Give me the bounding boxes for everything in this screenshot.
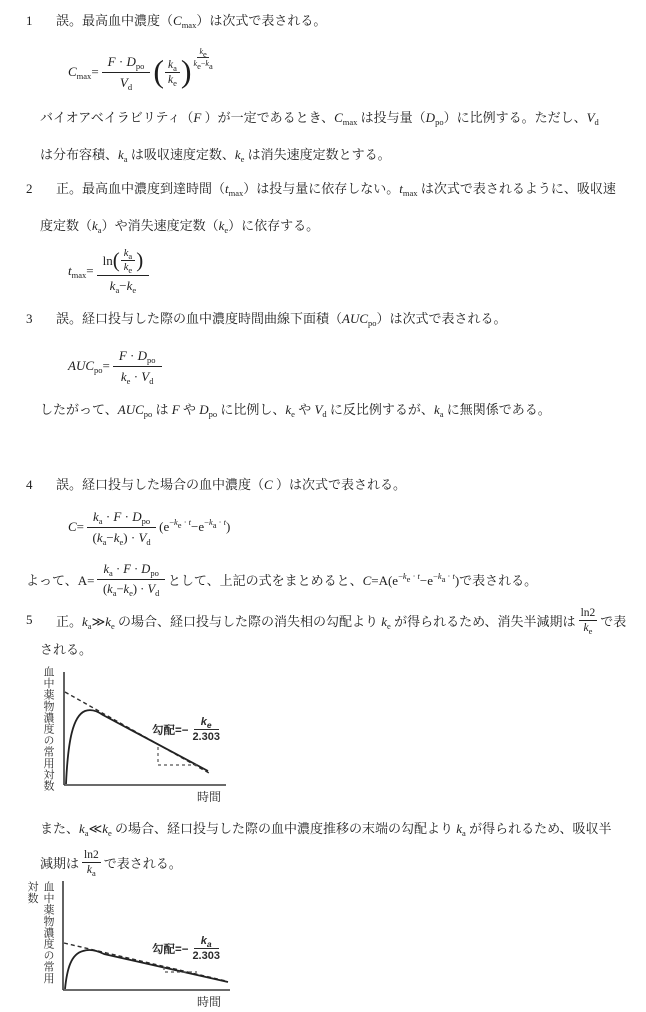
elimination-half-life-fraction: [579, 607, 598, 634]
formula-auc-lhs: $AUC_{po}=$: [68, 358, 110, 375]
open-paren: (: [112, 248, 120, 273]
item-1-number: 1: [26, 13, 33, 28]
graph-1-y-axis-label: 血中薬物濃度の常用対数: [42, 666, 54, 792]
flip-flop-paragraph-line-2: [40, 845, 646, 879]
graph-2-slope-annotation: [152, 935, 220, 962]
formula-cmax-lhs: $C_{max}=$: [68, 64, 99, 81]
formula-cmax: [68, 45, 646, 99]
item-3-paragraph: したがって、$AUC_{po}$ は F や $D_{po}$ に比例し、$k_e$ や $V_d$ に反比例するが、$k_a$ に無関係である。: [40, 402, 551, 419]
flip-flop-line-2-prefix: 減期は: [40, 855, 80, 871]
fraction-numerator: $k_a$: [165, 59, 180, 73]
fraction-numerator: $k_a \cdot F \cdot D_{po}$: [87, 509, 156, 528]
fraction-numerator: $k_a$: [194, 935, 219, 949]
item-5-number: 5: [26, 612, 33, 627]
fraction-denominator: $k_e$: [583, 621, 593, 636]
graph-2-plot-area: [56, 881, 296, 1011]
graph-1-plot-area: [56, 666, 296, 808]
formula-c-lhs: C=: [68, 519, 85, 534]
fraction-numerator: $k_e$: [194, 716, 219, 730]
close-paren: ): [136, 248, 144, 273]
fraction-denominator: $V_d$: [119, 74, 133, 92]
fraction-numerator: ln2: [580, 606, 596, 619]
fraction-denominator: $(k_a-k_e) \cdot V_d$: [92, 529, 151, 547]
slope-fraction: [192, 935, 220, 962]
item-1-paragraph-line-2: は分布容積、$k_a$ は吸収速度定数、$k_e$ は消失速度定数とする。: [40, 147, 391, 164]
fraction-denominator: $k_e \cdot V_d$: [120, 368, 154, 386]
fraction-denominator: $k_a-k_e$: [109, 278, 137, 295]
item-4-number: 4: [26, 477, 33, 492]
fraction-denominator: 2.303: [192, 731, 220, 743]
item-2-head-text: 正。最高血中濃度到達時間$(t_{max})$は投与量に依存しない。$t_{max}$ は次式で表されるように、吸収速: [56, 181, 616, 198]
fraction-numerator: $k_a$: [121, 248, 135, 261]
item-5-line-2: される。: [40, 642, 93, 657]
item-1-heading: [26, 12, 646, 29]
absorption-half-life-fraction: [82, 849, 101, 876]
exponent-fraction: [193, 46, 213, 71]
item-4-inline-fraction: [97, 562, 164, 597]
item-4-line-2-prefix: よって、A=: [26, 572, 95, 588]
item-3-head-text: 誤。経口投与した際の血中濃度時間曲線下面積$(AUC_{po})$は次式で表される。: [56, 311, 507, 328]
formula-auc-fraction: [113, 348, 162, 385]
item-2-line-2: 度定数$(k_a)$や消失速度定数$(k_e)$に依存する。: [40, 218, 320, 235]
exponent-numerator: $k_e$: [199, 46, 207, 59]
ka-ke-fraction: [165, 59, 180, 86]
close-paren: ): [180, 53, 192, 90]
fraction-denominator: $k_e$: [168, 73, 177, 88]
item-1-head-text: 誤。最高血中濃度$(C_{max})$は次式で表される。: [56, 13, 327, 30]
fraction-numerator: ln2: [84, 848, 99, 861]
formula-auc: [68, 341, 646, 391]
open-paren: (: [153, 53, 164, 90]
fraction-denominator: $k_e$: [123, 262, 133, 275]
exponent-denominator: $k_e-k_a$: [193, 58, 213, 71]
formula-tmax: [68, 244, 646, 298]
formula-tmax-lhs: $t_{max}=$: [68, 263, 94, 280]
fraction-numerator: $F \cdot D_{po}$: [102, 54, 151, 73]
formula-cmax-main-fraction: [102, 54, 151, 91]
semilog-plot-elimination: [38, 666, 646, 808]
ln-function: ln: [102, 252, 113, 268]
item-2-heading: [26, 180, 646, 197]
formula-c-exponential-term: $(e^{-k_e \cdot t}-e^{-k_a \cdot t})$: [159, 517, 231, 534]
item-4-line-2: [26, 557, 646, 601]
item-3-heading: [26, 310, 646, 327]
fraction-numerator: $F \cdot D_{po}$: [113, 348, 162, 367]
item-4-head-text: 誤。経口投与した場合の血中濃度（C ）は次式で表される。: [56, 477, 406, 492]
ka-ke-fraction: [121, 248, 135, 273]
item-4-heading: [26, 476, 646, 493]
item-5-text: 正。$k_a≫k_e$ の場合、経口投与した際の消失相の勾配より $k_e$ が得られるため、消失半減期は: [56, 613, 576, 631]
graph-1-slope-annotation: [152, 716, 220, 743]
graph-2-x-axis-label: 時間: [197, 995, 222, 1009]
fraction-denominator: $(k_a-k_e) \cdot V_d$: [102, 581, 160, 598]
slope-label: 勾配=−: [152, 943, 189, 956]
graph-1-x-axis-label: 時間: [197, 790, 222, 804]
graph-2-y-axis-label: 血中薬物濃度の常用対数: [26, 881, 54, 984]
flip-flop-line-2-suffix: で表される。: [103, 855, 182, 871]
item-3-number: 3: [26, 311, 33, 326]
item-5-text-end: で表: [600, 613, 627, 629]
fraction-numerator: [97, 248, 150, 276]
item-4-line-2-suffix: として、上記の式をまとめると、$C=A(e^{-k_e \cdot t}-e^{-k_a \cdot t})$で表される。: [167, 570, 538, 588]
formula-c-fraction: [87, 509, 156, 546]
flip-flop-paragraph-line-1: また、$k_a≪k_e$ の場合、経口投与した際の血中濃度推移の末端の勾配より $k_a$ が得られるため、吸収半: [40, 821, 612, 838]
fraction-denominator: 2.303: [192, 950, 220, 962]
item-2-number: 2: [26, 181, 33, 196]
formula-tmax-fraction: [97, 248, 150, 294]
slope-fraction: [192, 716, 220, 743]
formula-concentration: [68, 505, 646, 549]
item-1-paragraph-line-1: バイオアベイラビリティ（F ）が一定であるとき、$C_{max}$ は投与量$(D_{po})$に比例する。ただし、$V_d$: [40, 110, 599, 127]
semilog-plot-absorption: [26, 881, 646, 1011]
fraction-denominator: $k_a$: [86, 863, 96, 878]
slope-label: 勾配=−: [152, 724, 189, 737]
fraction-numerator: $k_a \cdot F \cdot D_{po}$: [97, 562, 164, 580]
item-5-heading: [26, 603, 646, 637]
